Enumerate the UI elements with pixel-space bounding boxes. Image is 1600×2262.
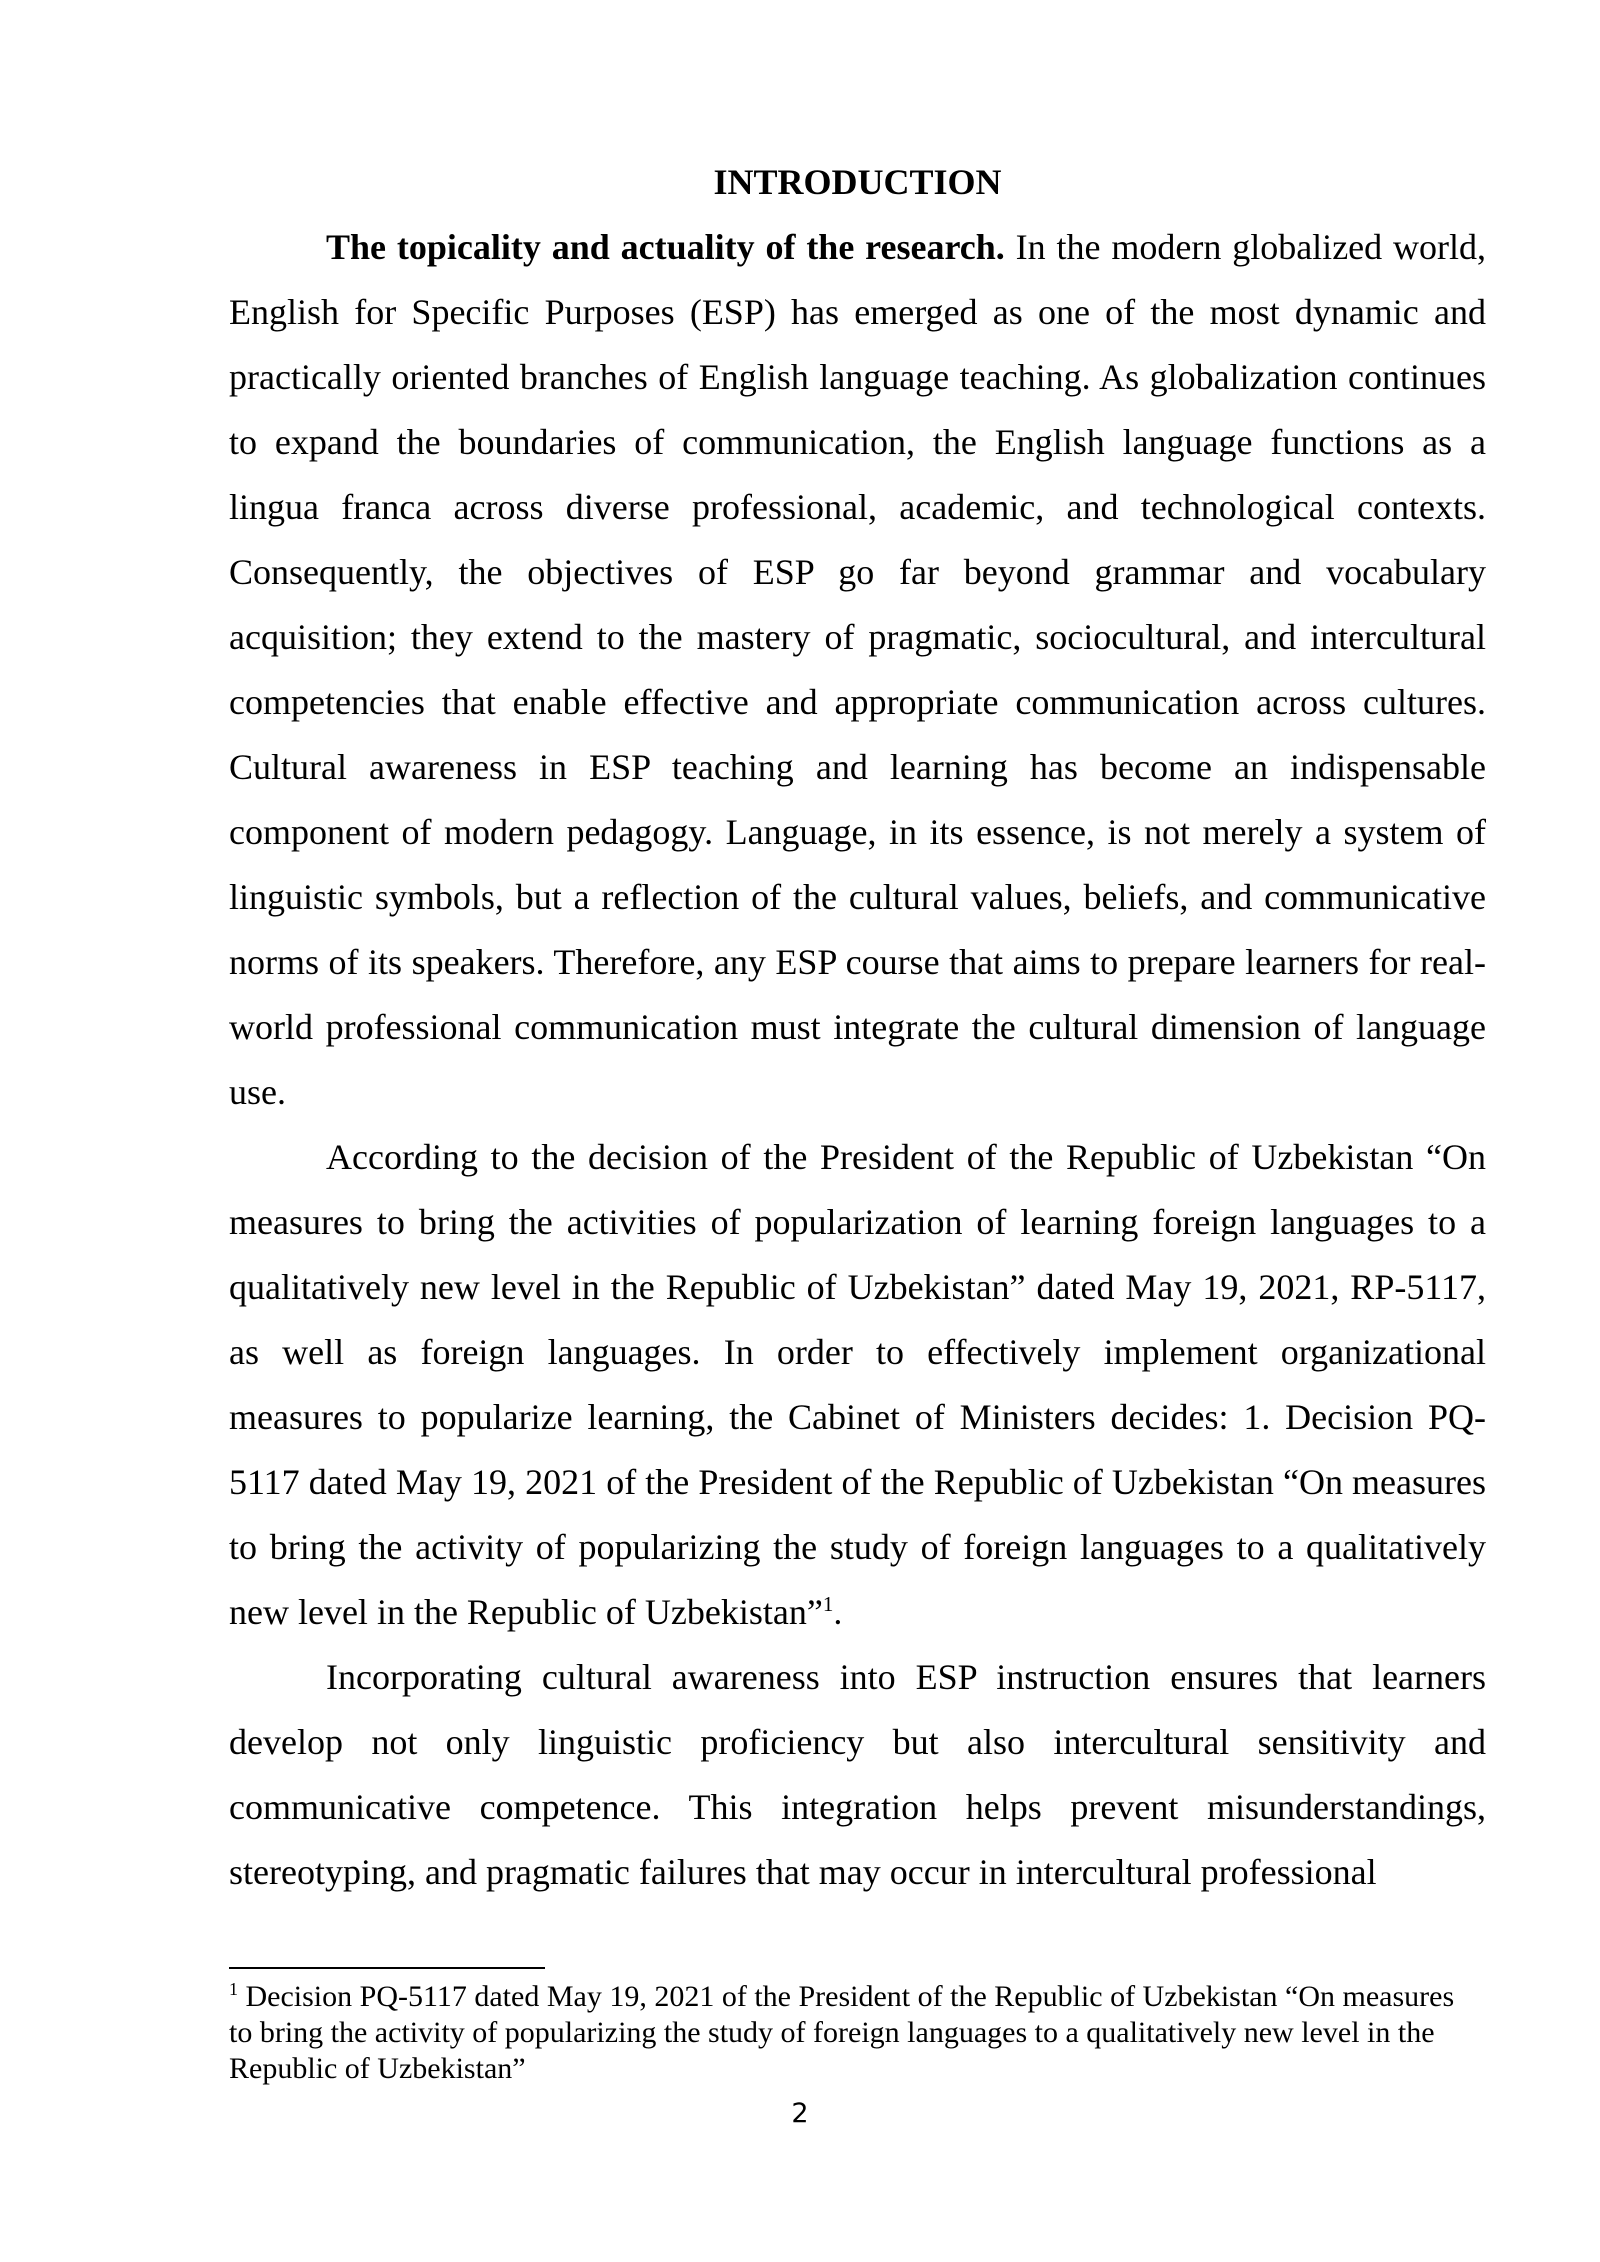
footnote-marker: 1 [229,1979,238,1999]
paragraph-decision [229,1125,1486,1645]
paragraph-lead: The topicality and actuality of the research. [326,227,1005,267]
paragraph-text: According to the decision of the President of the Republic of Uzbekistan “On measures to bring the activities of popularization of learning foreign languages to a qualitatively new level in the Republic of Uzbekistan” dated May 19, 2021, RP-5117, as well as foreign languages. In order to effectively implement organizational measures to popularize learning, the Cabinet of Ministers decides: 1. Decision PQ-5117 dated May 19, 2021 of the President of the Republic of Uzbekistan “On measures to bring the activity of popularizing the study of foreign languages to a qualitatively new level in the Republic of Uzbekistan” [229,1137,1486,1632]
paragraph-topicality [229,215,1486,1125]
page-number: 2 [791,2098,809,2129]
paragraph-text: Incorporating cultural awareness into ESP instruction ensures that learners develop not only linguistic proficiency but also intercultural sensitivity and communicative competence. This integration helps prevent misunderstandings, stereotyping, and pragmatic failures that may occur in intercultural professional [229,1657,1486,1892]
footnote [229,1979,1469,2087]
footnote-text: Decision PQ-5117 dated May 19, 2021 of the President of the Republic of Uzbekistan “On measures to bring the activity of popularizing the study of foreign languages to a qualitatively new level in the Republic of Uzbekistan” [229,1980,1455,2085]
paragraph-text: In the modern globalized world, English for Specific Purposes (ESP) has emerged as one of the most dynamic and practically oriented branches of English language teaching. As globalization continues to expand the boundaries of communication, the English language functions as a lingua franca across diverse professional, academic, and technological contexts. Consequently, the objectives of ESP go far beyond grammar and vocabulary acquisition; they extend to the mastery of pragmatic, sociocultural, and intercultural competencies that enable effective and appropriate communication across cultures. Cultural awareness in ESP teaching and learning has become an indispensable component of modern pedagogy. Language, in its essence, is not merely a system of linguistic symbols, but a reflection of the cultural values, beliefs, and communicative norms of its speakers. Therefore, any ESP course that aims to prepare learners for real-world professional communication must integrate the cultural dimension of language use. [229,227,1486,1112]
section-heading: INTRODUCTION [713,162,1002,202]
footnote-separator [229,1967,545,1969]
paragraph-incorporating [229,1645,1486,1905]
footnote-reference[interactable]: 1 [822,1592,834,1616]
body-text [229,150,1486,1905]
paragraph-end-punctuation: . [833,1592,843,1632]
